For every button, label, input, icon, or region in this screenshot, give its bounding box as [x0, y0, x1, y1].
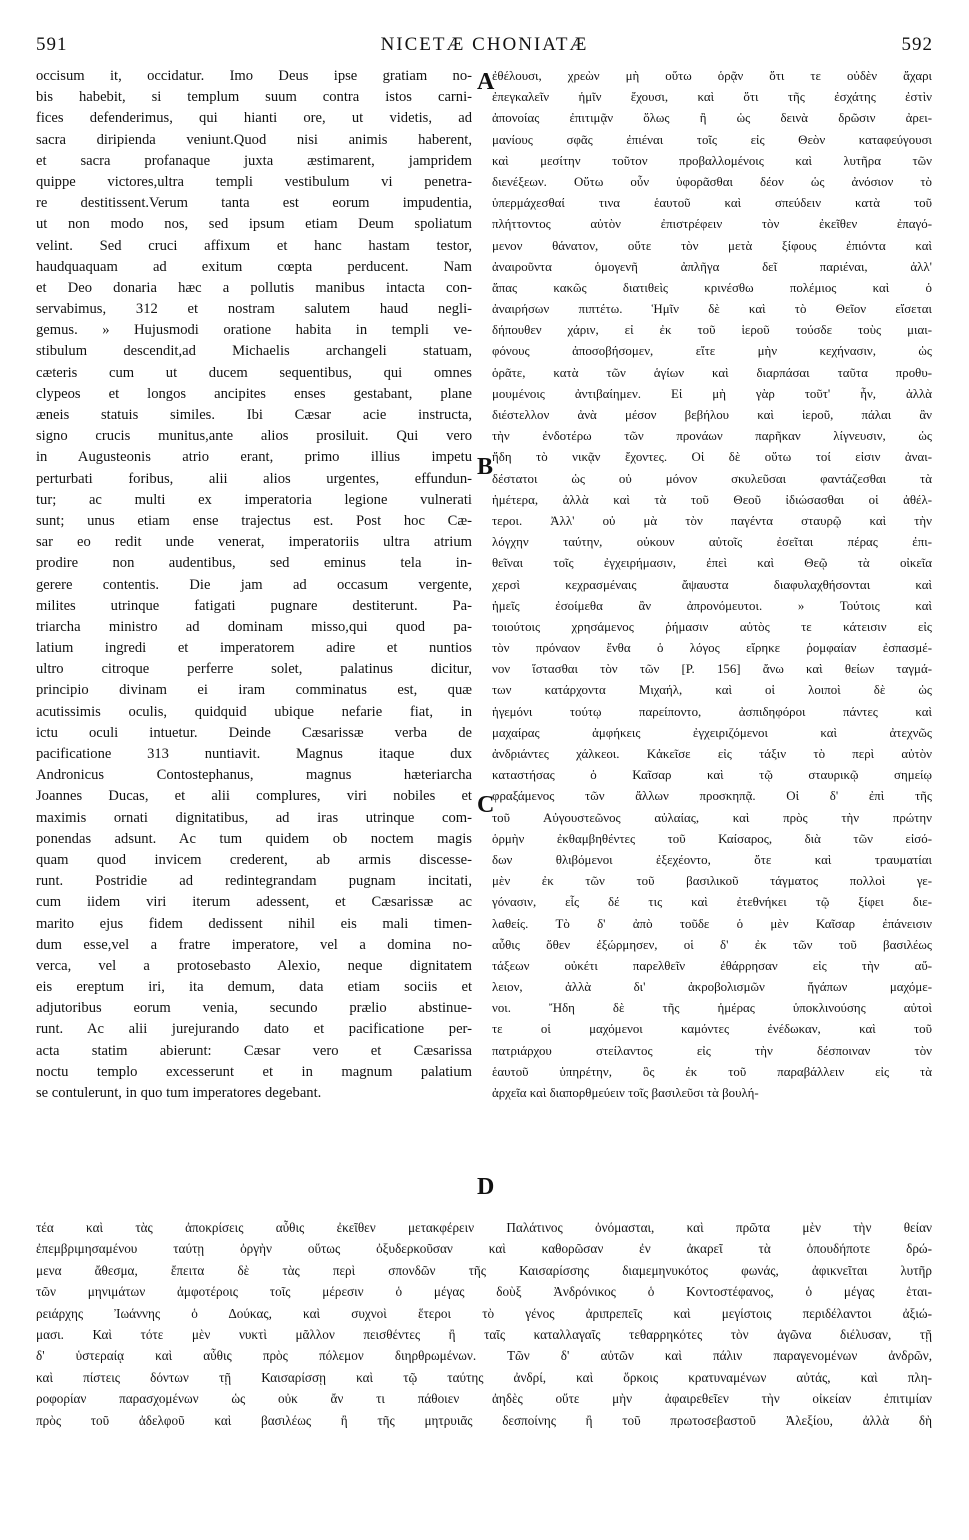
greek-text-line: τὴν ἐνδοτέρω τῶν προνάων παρῆκαν λίγνευσιν, ὡς [492, 429, 932, 444]
latin-text-line: occisum it, occidatur. Imo Deus ipse gratiam no- [36, 68, 472, 84]
greek-text-line: δέστατοι ὡς οὐ μόνον σκυλεῦσαι φαντάζεσθαι τὰ [492, 471, 932, 486]
greek-text-line: ἀνδριάντες χάλκεοι. Κἀκεῖσε εἰς τάξιν τὸ περὶ αὐτὸν [492, 747, 932, 761]
greek-text-line: ὁρᾶτε, κατὰ τῶν ἁγίων καὶ διαρπάσαι ταῦτα προθυ- [492, 365, 932, 380]
latin-text-line: et Deo donaria hæc a pollutis manibus intacta con- [36, 279, 472, 296]
greek-text-line: τεροι. Ἀλλ' οὐ μὰ τὸν παγέντα σταυρῷ καὶ τὴν [492, 513, 932, 528]
greek-text-line: ἐπεγκαλεῖν ἡμῖν ἔχουσι, καὶ ὅτι τῆς ἐσχάτης ἐστὶν [492, 90, 932, 105]
greek-text-line: ἐθέλουσι, χρεὼν μὴ οὕτω ὁρᾷν ὅτι τε οὐδὲν ἄχαρι [492, 69, 932, 83]
greek-text-line: πλήττοντος αὐτὸν ἐπιστρέφειν τὸν ἐκεῖθεν ἐπαγό- [492, 217, 932, 232]
greek-text-line: ὑπερμάχεσθαί τινα ἑαυτοῦ καὶ σπεύδειν κατὰ τοῦ [492, 196, 932, 211]
latin-text-line: et sacra profanaque juxta æstimarent, jampridem [36, 152, 472, 169]
greek-text-line: διέστελλον ἀνὰ μέσον βεβήλου καὶ ἱεροῦ, πάλαι ἂν [492, 408, 932, 422]
latin-text-line: tur; ac multi ex imperatoria legione vulnerati [36, 491, 472, 508]
latin-text-line: clypeos et longos ancipites enses gestabant, plane [36, 385, 472, 402]
greek-text-line: αὖθις ὅθεν ἐξώρμησεν, οἱ δ' ἐκ τῶν τοῦ βασιλέως [492, 937, 932, 952]
latin-text-line: cum iidem viri iterum adessent, et Cæsarissæ ac [36, 894, 472, 911]
greek-text-line: μανίους σφᾶς ἐπιέναι τοῖς εἰς Θεὸν καταφεύγουσι [492, 132, 932, 147]
greek-text-line: καταστήσας ὁ Καῖσαρ καὶ τῷ σταυρικῷ σημείῳ [492, 768, 932, 783]
latin-text-line: marito ejus fidem dedissent nihil eis mali timen- [36, 915, 472, 932]
greek-text-line: ἀναιρήσων πιπτέτω. Ἡμῖν δὲ καὶ τὸ Θεῖον εἴσεται [492, 302, 932, 317]
greek-text-line: λειον, ἀλλὰ δι' ἀκροβολισμῶν ἤγάπων μαχόμε- [492, 980, 932, 995]
latin-text-line: stibulum descendit,ad Michaelis archangeli statuam, [36, 343, 472, 360]
latin-text-line: gerere contentis. Die jam ad occasum vergente, [36, 576, 472, 593]
margin-marker-a: A [477, 69, 495, 95]
greek-text-line: ὁρμὴν ἐκθαμβηθέντες τοῦ Καίσαρος, διὰ τῶν εἰσό- [492, 831, 932, 846]
latin-text-line: quippe victores,ultra templi vestibulum vi penetra- [36, 173, 472, 190]
greek-full-width-text [36, 1217, 932, 1431]
latin-text-line: verca, vel a protosebasto Alexio, neque dignitatem [36, 957, 472, 974]
greek-text-line: τοιούτοις χρησάμενος ῥήμασιν αὐτὸς τε κάτεισιν εἰς [492, 619, 932, 634]
greek-text-line: τὸν πρόναον ἔνθα ὁ λόγος εἴρηκε ῥομφαίαν ἐσπασμέ- [492, 641, 932, 656]
latin-text-line: eis ereptum iri, ita demum, data etiam sociis et [36, 979, 472, 996]
greek-text-line: θεῖναι τοῖς ἐγχειρήμασιν, ἐπεὶ καὶ Θεῷ τὰ οἰκεῖα [492, 556, 932, 571]
running-title: NICETÆ CHONIATÆ [380, 34, 589, 55]
latin-text-line: runt. Ac alii jurejurando dato et pacificatione per- [36, 1021, 472, 1038]
greek-text-line: φόνους ἀποσοβήσομεν, εἴτε μὴν κεχήνασιν, ὡς [492, 344, 932, 359]
greek-text-line: μενα ἄθεσμα, ἔπειτα δὲ τὰς περὶ σπονδῶν τῆς Καισαρίσσης διαμεμηνυκότος φωνάς, ἀφικνεῖται λυτῆρ [36, 1262, 932, 1278]
latin-text-line: in Augusteonis atrio erant, primo illius impetu [36, 449, 472, 466]
latin-text-line: noctu templo excesserunt et in magnum palatium [36, 1063, 472, 1080]
greek-text-line: μασι. Καὶ τότε μὲν νυκτὶ μᾶλλον πεισθέντες ἢ ταῖς καταλλαγαῖς τεθαρρηκότες τὸν ἀγῶνα διέλυσαν, τῇ [36, 1326, 932, 1342]
latin-text-line: bis habebit, si templum suum contra istos carni- [36, 89, 472, 106]
greek-column [492, 66, 932, 1104]
greek-text-line: μενον θάνατον, οὔτε τὸν μετὰ ξίφους ἐπιόντα καὶ [492, 238, 932, 253]
greek-text-line: νοι. Ἤδη δὲ τῆς ἡμέρας ὑποκλινούσης αὐτοὶ [492, 1001, 932, 1016]
margin-marker-c: C [477, 792, 495, 818]
latin-text-line: dum esse,vel a fratre imperatore, vel a domina no- [36, 936, 472, 953]
latin-text-line: ponendas adsunt. Ac tum quidem ob noctem magis [36, 830, 472, 847]
greek-text-line: ἀρχεῖα καὶ διαπορθμεύειν τοῖς βασιλεῦσι τὰ βουλή- [492, 1086, 759, 1100]
greek-text-line: γόνασιν, εἷς δέ τις καὶ ἐτεθνήκει τῷ ξίφει διε- [492, 895, 932, 910]
greek-text-line: ρειάρχης Ἰωάννης ὁ Δούκας, καὶ συχνοὶ ἕτεροι τὸ γένος ἀριπρεπεῖς καὶ μεγίστοις περιδέλαντοι ἀξιώ- [36, 1305, 932, 1321]
latin-text-line: maximis ornati dignitatibus, ad iras utrinque com- [36, 809, 472, 826]
latin-text-line: sacra diripienda veniunt.Quod nisi animis haberent, [36, 131, 472, 148]
latin-text-line: pacificatione 313 nuntiavit. Magnus itaque dux [36, 746, 472, 762]
greek-text-line: μαχαίρας ἀμφήκεις ἐγχειριζόμενοι καὶ ἀτεχνῶς [492, 725, 932, 740]
greek-text-line: ἡμεῖς ἐσοίμεθα ἂν ἀπρονόμευτοι. » Τούτοις καὶ [492, 598, 932, 613]
latin-text-line: runt. Postridie ad redintegrandam pugnam incitati, [36, 873, 472, 890]
greek-text-line: φραξάμενος τῶν ἄλλων προσκηπᾷ. Οἱ δ' ἐπὶ τῆς [492, 789, 932, 804]
latin-text-line: milites utrinque fatigati pugnare destiterunt. Pa- [36, 597, 472, 614]
latin-text-line: acutissimis oculis, quidquid ubique nefarie fiat, in [36, 703, 472, 720]
latin-text-line: se contulerunt, in quo tum imperatores degebant. [36, 1085, 322, 1101]
greek-text-line: ἡγεμόνι τούτῳ παρείποντο, ἀσπιδηφόροι πάντες καὶ [492, 704, 932, 719]
greek-text-line: ἡμέτερα, ἀλλὰ καὶ τὰ τοῦ Θεοῦ ἰδιώσασθαι οἱ ἀθέλ- [492, 492, 932, 507]
greek-text-line: τε οἱ μαχόμενοι καμόντες ἐνέδωκαν, καὶ τοῦ [492, 1022, 932, 1037]
latin-text-line: sunt; unus etiam ense trajectus est. Post hoc Cæ- [36, 512, 472, 529]
greek-text-line: πατριάρχου στείλαντος εἰς τὴν δέσποιναν τὸν [492, 1043, 932, 1058]
page-number-right: 592 [901, 34, 933, 55]
greek-text-line: ἤδη τὸ νικᾷν ἔχοντες. Οἱ δὲ οὕτω τοί εἰσιν ἀναι- [492, 450, 932, 465]
greek-text-line: ἅπας κακῶς διατιθεὶς κρινέσθω πολέμιος καὶ ὁ [492, 280, 932, 295]
greek-text-line: ἀναιροῦντα ὁμογενῆ ἀπλῆγα δεῖ παριέναι, ἀλλ' [492, 259, 932, 274]
latin-text-line: latium ingredi et imperatorem adire et nuntios [36, 640, 472, 657]
greek-text-line: τέα καὶ τὰς ἀποκρίσεις αὖθις ἐκεῖθεν μετακφέρειν Παλάτινος ὀνόμασται, καὶ πρῶτα μὲν τὴν θείαν [36, 1220, 932, 1235]
greek-text-line: τῶν μηνιμάτων ἀμφοτέροις τοῖς μέρεσιν ὁ μέγας δοὺξ Ἀνδρόνικος ὁ Κοντοστέφανος, ὁ μέγας ἑται- [36, 1284, 932, 1300]
latin-text-line: acta statim abierunt: Cæsar vero et Cæsarissa [36, 1042, 472, 1059]
latin-text-line: ultro citroque perferre solet, palatinus dicitur, [36, 661, 472, 678]
latin-text-line: principio divinam ei iram comminatus est, quæ [36, 682, 472, 699]
running-header [36, 34, 933, 60]
latin-text-line: signo crucis munitus,ante alios prosiluit. Qui vero [36, 428, 472, 445]
greek-text-line: τάξεων οὐκέτι παρελθεῖν ἐθάρρησαν εἰς τὴν αὔ- [492, 958, 932, 973]
greek-text-line: τοῦ Αὐγουστεῶνος αὐλαίας, καὶ πρὸς τὴν πρώτην [492, 810, 932, 825]
greek-text-line: δήπουθεν χάριν, εἰ ἐκ τοῦ ἱεροῦ τούσδε τοὺς μιαι- [492, 323, 932, 338]
latin-text-line: cæteris cum ut ducem sequentibus, qui omnes [36, 364, 472, 381]
greek-text-line: νον ἵστασθαι τὸν τῶν [P. 156] ἄνω καὶ θείων ταγμά- [492, 662, 932, 677]
greek-text-line: ἀπονοίας ἐπιτιμᾷν ὅλως ἢ ὡς δεινὰ δρῶσιν ἀρει- [492, 111, 932, 126]
latin-text-line: servabimus, 312 et nostram salutem haud negli- [36, 301, 472, 318]
latin-text-line: prodire non audentibus, sed eminus tela in- [36, 555, 472, 572]
greek-text-line: δ' ὑστεραίᾳ καὶ αὖθις πρὸς πόλεμον διηρθρωμένων. Τῶν δ' αὐτῶν καὶ πάλιν παραγενομένων ἀνδρῶν, [36, 1348, 932, 1364]
latin-text-line: quam quod invicem crederent, ab armis discesse- [36, 851, 472, 868]
greek-text-line: ἑαυτοῦ ὑπηρέτην, ὃς ἐκ τοῦ παραβάλλειν εἰς τὰ [492, 1064, 932, 1079]
greek-text-line: καὶ πίστεις δόντων τῇ Καισαρίσσῃ καὶ τῷ ταύτης ἀνδρί, καὶ ὅρκοις κρατυναμένων αὐτάς, καὶ πλη- [36, 1369, 932, 1385]
latin-text-line: triarcha ministro ad dominam misso,qui quod pa- [36, 618, 472, 635]
page-number-left: 591 [36, 34, 68, 55]
greek-text-line: μουμένοις ἀντιβαίημεν. Εἰ μὴ γὰρ τοῦτ' ἦν, ἀλλὰ [492, 386, 932, 401]
greek-text-line: χερσὶ κεχρασμέναις ἄψαυστα διαφυλαχθήσονται καὶ [492, 577, 932, 592]
latin-text-line: Andronicus Contostephanus, magnus hæteriarcha [36, 767, 472, 784]
greek-text-line: ροφορίαν παρασχομένων ὡς οὐκ ἄν τι πάθοιεν ἀηδὲς οὔτε μὴν ἀφαιρεθεῖεν τὴν οἰκείαν ἐπιτιμίαν [36, 1391, 932, 1407]
latin-text-line: æneis statuis similes. Ibi Cæsar acie instructa, [36, 407, 472, 423]
greek-text-line: καὶ μεσίτην τοῦτον προβαλλομένοις καὶ λυτῆρα τῶν [492, 153, 932, 168]
latin-text-line: adjutoribus eorum venia, secundo prælio abstinue- [36, 1000, 472, 1017]
latin-text-line: velint. Sed cruci affixum et hanc hastam testor, [36, 237, 472, 254]
latin-text-line: ut non modo nos, sed ipsum etiam Deum spoliatum [36, 216, 472, 233]
greek-text-line: λόγχην ταύτην, οὐκουν αὐτοῖς ἐσεῖται πέρας ἐπι- [492, 535, 932, 550]
latin-text-line: gemus. » Hujusmodi oratione habita in templi ve- [36, 322, 472, 339]
latin-text-line: re destitissent.Verum tanta est eorum impudentia, [36, 195, 472, 212]
latin-text-line: perturbati foribus, alii alios urgentes, effundun- [36, 470, 472, 487]
margin-marker-d: D [477, 1174, 495, 1200]
greek-text-line: λαθείς. Τὸ δ' ἀπὸ τοῦδε ὁ μὲν Καῖσαρ ἐπάνεισιν [492, 916, 932, 931]
latin-text-line: Joannes Ducas, et alii complures, viri nobiles et [36, 788, 472, 805]
greek-text-line: δων θλιβόμενοι ἐξεχέοντο, ὅτε καὶ τραυματίαι [492, 852, 932, 867]
greek-text-line: διενέξεων. Οὕτω οὖν ὑφορᾶσθαι δέον ὡς ἀνόσιον τὸ [492, 174, 932, 189]
latin-text-line: ictu oculi intuetur. Deinde Cæsarissæ verba de [36, 724, 472, 741]
latin-column [36, 66, 472, 1104]
latin-text-line: fices defenderimus, qui hianti ore, ut videtis, ad [36, 110, 472, 127]
latin-text-line: haudquaquam ad exitum cœpta perducent. Nam [36, 258, 472, 275]
greek-text-line: μὲν ἐκ τῶν τοῦ βασιλικοῦ τάγματος πολλοὶ γε- [492, 874, 932, 889]
margin-marker-b: B [477, 454, 494, 480]
greek-text-line: ἐπεμβριμησαμένου ταύτῃ ὀργὴν οὕτως ὀξυδερκοῦσαν καὶ καθορῶσαν ἐν ἀκαρεῖ τὰ ὁπουδήποτε δρώ- [36, 1241, 932, 1257]
latin-text-line: sar eo redit unde venerat, imperatoriis ultra atrium [36, 534, 472, 551]
greek-text-line: πρὸς τοῦ ἀδελφοῦ καὶ βασιλέως ἢ τῆς μητρυιᾶς δεσποίνης ἢ τοῦ πρωτοσεβαστοῦ Ἀλεξίου, ἀλλὰ δὴ [36, 1412, 932, 1428]
greek-text-line: των κατάρχοντα Μιχαήλ, καὶ οἱ λοιποὶ δὲ ὡς [492, 683, 932, 698]
